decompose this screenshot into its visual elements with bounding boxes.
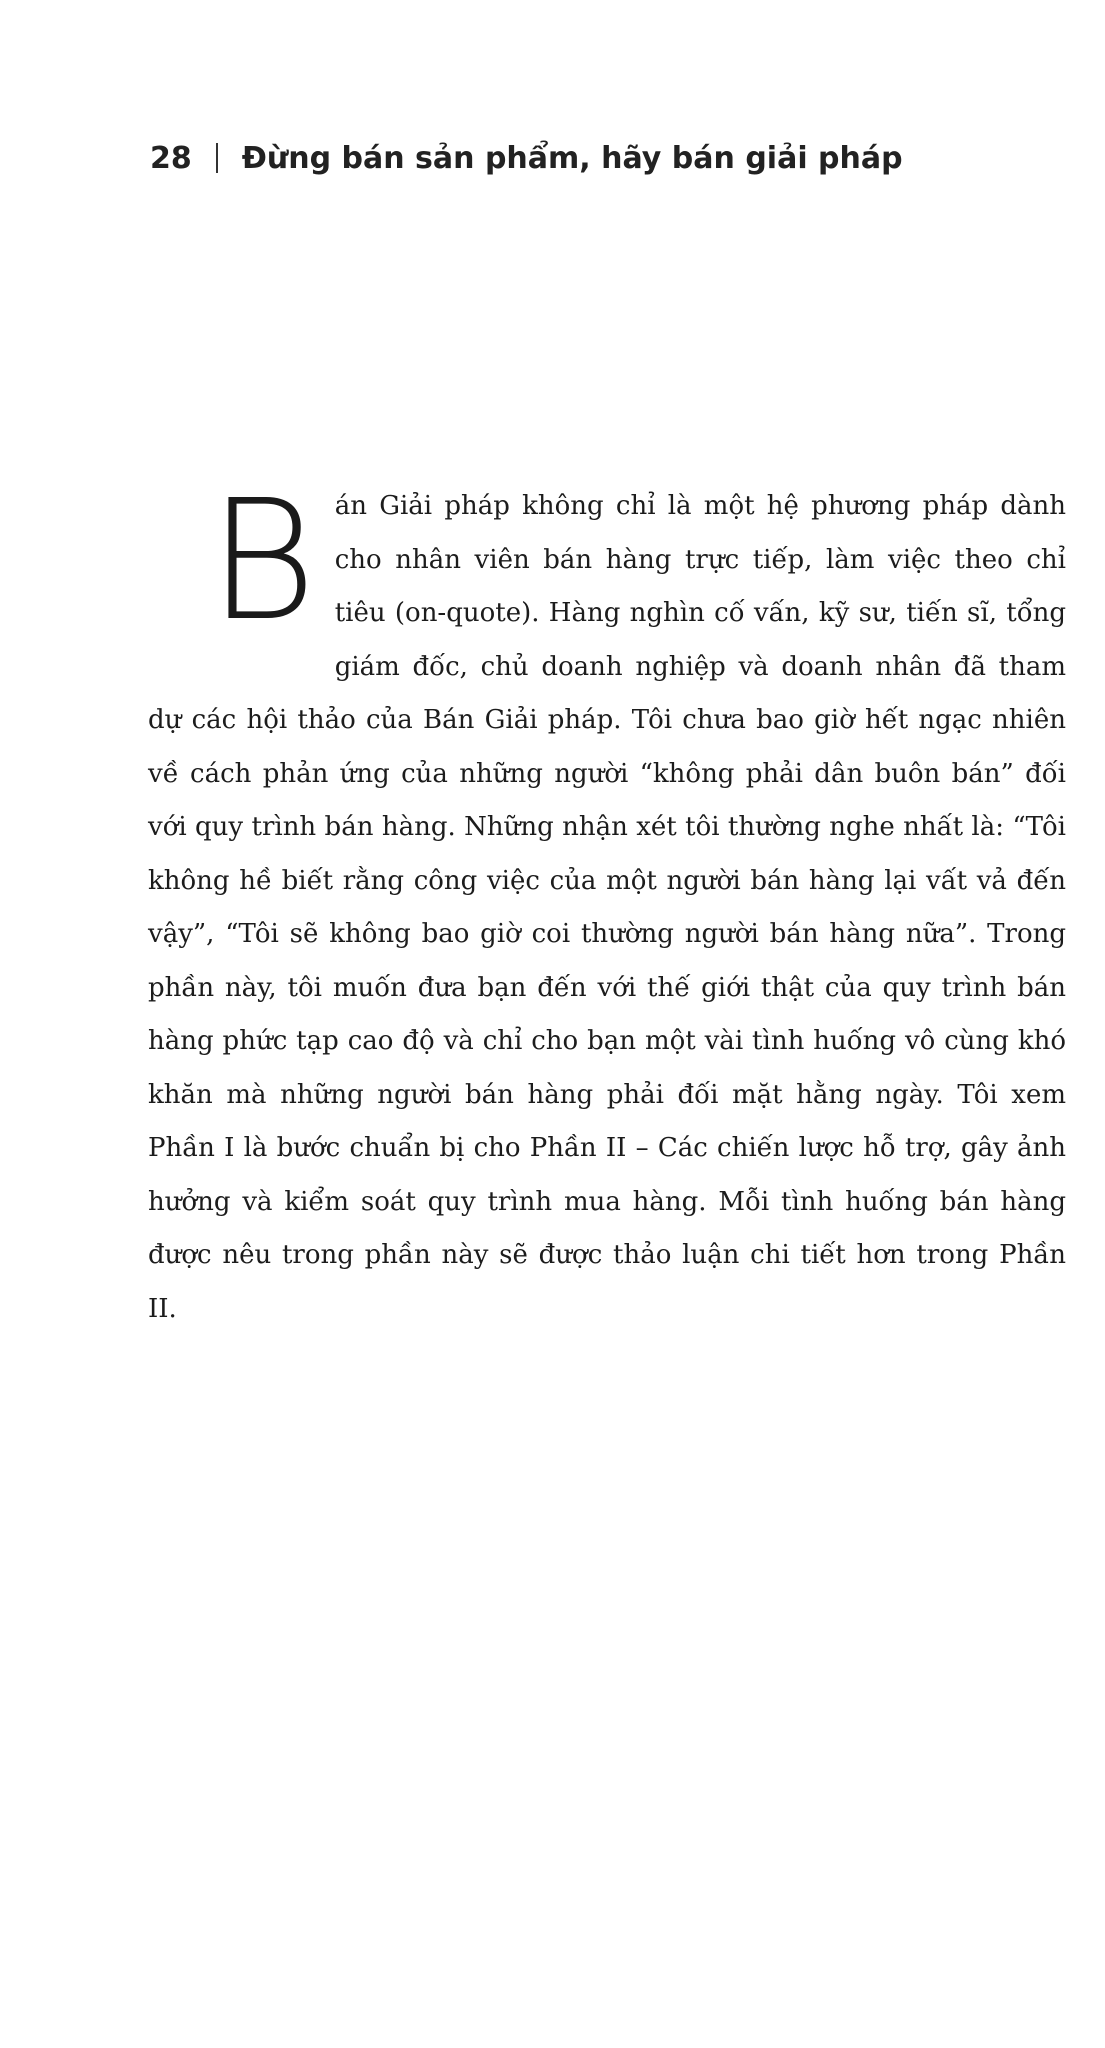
body-paragraph (148, 465, 1066, 1336)
running-header (150, 133, 903, 183)
paragraph-text: án Giải pháp không chỉ là một hệ phương pháp dành cho nhân viên bán hàng trực tiếp, làm việc theo chỉ tiêu (on-quote). Hàng nghìn cố vấn, kỹ sư, tiến sĩ, tổng giám đốc, chủ doanh nghiệp và doanh nhân đã tham dự các hội thảo của Bán Giải pháp. Tôi chưa bao giờ hết ngạc nhiên về cách phản ứng của những người “không phải dân buôn bán” đối với quy trình bán hàng. Những nhận xét tôi thường nghe nhất là: “Tôi không hề biết rằng công việc của một người bán hàng lại vất vả đến vậy”, “Tôi sẽ không bao giờ coi thường người bán hàng nữa”. Trong phần này, tôi muốn đưa bạn đến với thế giới thật của quy trình bán hàng phức tạp cao độ và chỉ cho bạn một vài tình huống vô cùng khó khăn mà những người bán hàng phải đối mặt hằng ngày. Tôi xem Phần I là bước chuẩn bị cho Phần II – Các chiến lược hỗ trợ, gây ảnh hưởng và kiểm soát quy trình mua hàng. Mỗi tình huống bán hàng được nêu trong phần này sẽ được thảo luận chi tiết hơn trong Phần II. (148, 491, 1066, 1324)
header-divider (216, 143, 218, 173)
page-number: 28 (150, 140, 192, 176)
drop-cap: B (208, 465, 317, 658)
running-head-title: Đừng bán sản phẩm, hãy bán giải pháp (241, 140, 903, 176)
